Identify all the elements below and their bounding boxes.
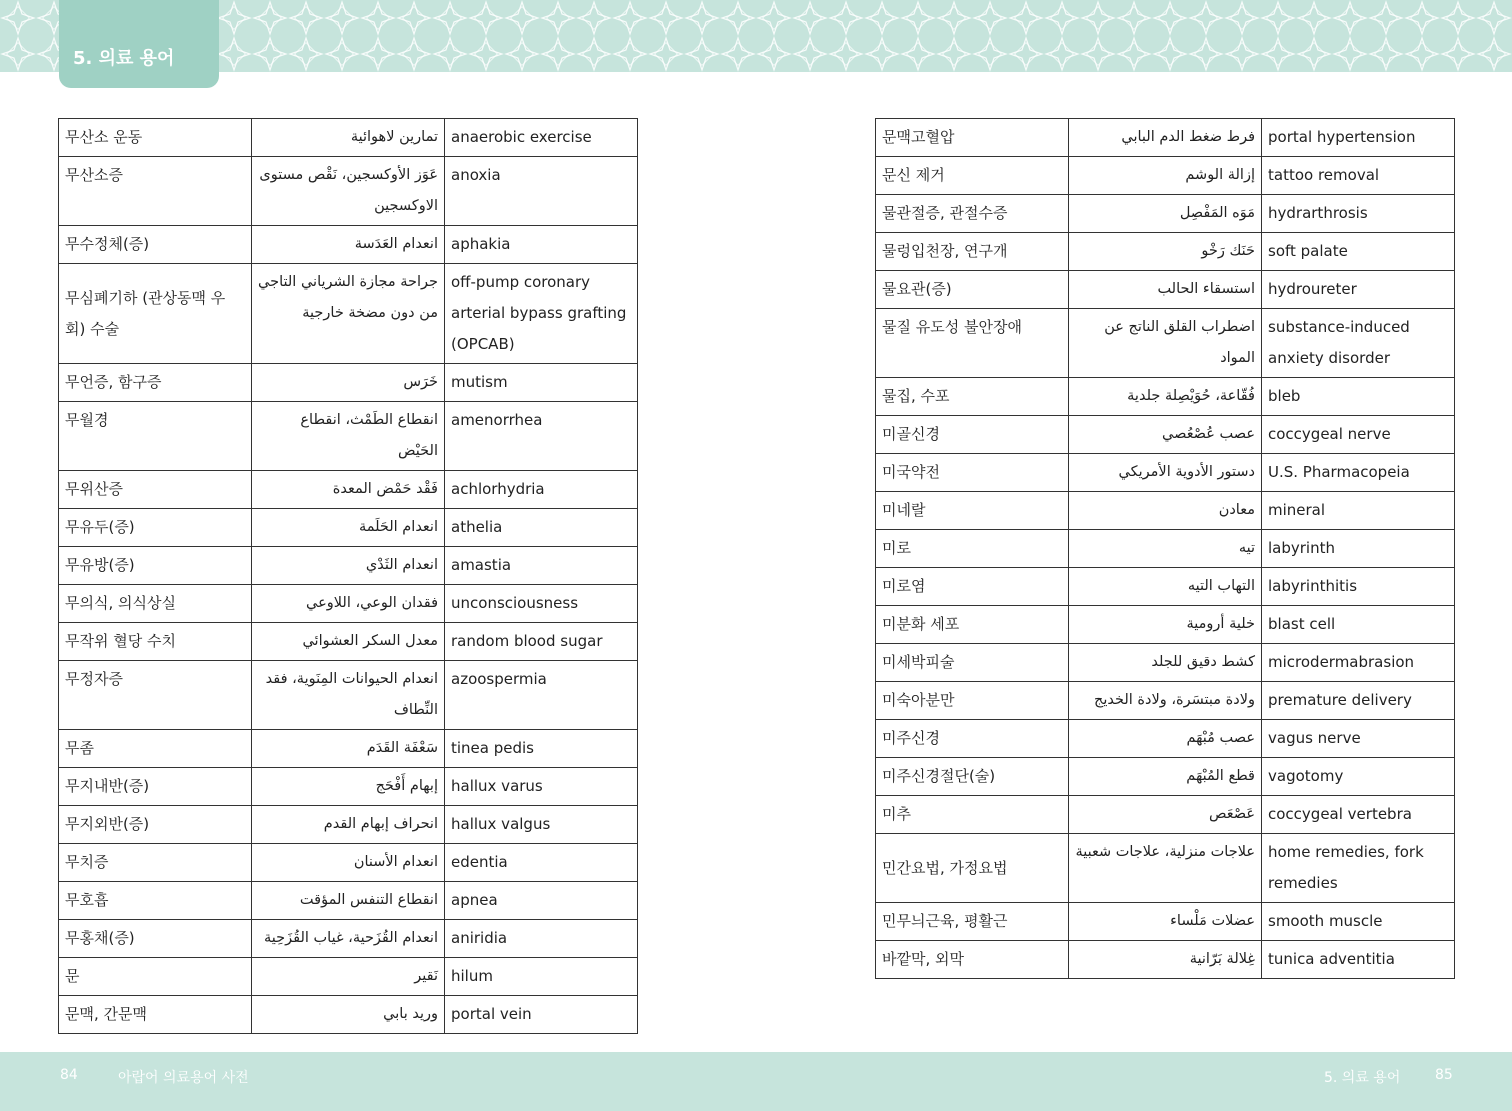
english-term-cell: athelia [445,509,638,547]
table-row [59,844,638,882]
english-term-cell: azoospermia [445,661,638,730]
table-row [876,682,1455,720]
korean-term-cell: 미추 [876,796,1069,834]
arabic-term-cell: تمارين لاهوائية [252,119,445,157]
arabic-term-cell: انعدام العَدَسة [252,226,445,264]
arabic-term-cell: ولادة مبتسَرة، ولادة الخديج [1069,682,1262,720]
table-row [59,585,638,623]
arabic-term-cell: عَوَز الأوكسجين، نَقْص مستوى الاوكسجين [252,157,445,226]
korean-term-cell: 물집, 수포 [876,378,1069,416]
korean-term-cell: 물관절증, 관절수증 [876,195,1069,233]
english-term-cell: anaerobic exercise [445,119,638,157]
table-row [876,378,1455,416]
arabic-term-cell: كشط دقيق للجلد [1069,644,1262,682]
english-term-cell: bleb [1262,378,1455,416]
arabic-term-cell: فقدان الوعي، اللاوعي [252,585,445,623]
english-term-cell: edentia [445,844,638,882]
korean-term-cell: 무지내반(증) [59,768,252,806]
table-row [876,941,1455,979]
korean-term-cell: 무유방(증) [59,547,252,585]
table-row [59,509,638,547]
korean-term-cell: 미국약전 [876,454,1069,492]
arabic-term-cell: استسقاء الحالب [1069,271,1262,309]
english-term-cell: tunica adventitia [1262,941,1455,979]
english-term-cell: coccygeal vertebra [1262,796,1455,834]
korean-term-cell: 무위산증 [59,471,252,509]
english-term-cell: hallux valgus [445,806,638,844]
english-term-cell: tinea pedis [445,730,638,768]
korean-term-cell: 무산소 운동 [59,119,252,157]
english-term-cell: anoxia [445,157,638,226]
english-term-cell: amastia [445,547,638,585]
table-row [59,958,638,996]
english-term-cell: hydroureter [1262,271,1455,309]
arabic-term-cell: فَقْد حَمْض المعدة [252,471,445,509]
arabic-term-cell: غِلالة بَرّانية [1069,941,1262,979]
table-row [876,233,1455,271]
korean-term-cell: 민간요법, 가정요법 [876,834,1069,903]
english-term-cell: random blood sugar [445,623,638,661]
english-term-cell: substance-induced anxiety disorder [1262,309,1455,378]
korean-term-cell: 문맥고혈압 [876,119,1069,157]
table-row [876,720,1455,758]
english-term-cell: aphakia [445,226,638,264]
english-term-cell: microdermabrasion [1262,644,1455,682]
english-term-cell: blast cell [1262,606,1455,644]
arabic-term-cell: انقطاع الطَمْث، انقطاع الحَيْض [252,402,445,471]
english-term-cell: premature delivery [1262,682,1455,720]
arabic-term-cell: قطع المُبْهَم [1069,758,1262,796]
english-term-cell: hydrarthrosis [1262,195,1455,233]
korean-term-cell: 문 [59,958,252,996]
arabic-term-cell: جراحة مجازة الشرياني التاجي من دون مضخة خارجية [252,264,445,364]
table-row [876,758,1455,796]
korean-term-cell: 무정자증 [59,661,252,730]
english-term-cell: mutism [445,364,638,402]
korean-term-cell: 물질 유도성 불안장애 [876,309,1069,378]
korean-term-cell: 미골신경 [876,416,1069,454]
table-row [876,454,1455,492]
table-row [876,157,1455,195]
korean-term-cell: 무의식, 의식상실 [59,585,252,623]
right-page-number: 85 [1435,1067,1453,1083]
arabic-term-cell: عصب مُبْهَم [1069,720,1262,758]
english-term-cell: labyrinth [1262,530,1455,568]
arabic-term-cell: معادن [1069,492,1262,530]
korean-term-cell: 미네랄 [876,492,1069,530]
english-term-cell: apnea [445,882,638,920]
arabic-term-cell: وريد بابي [252,996,445,1034]
english-term-cell: off-pump coronary arterial bypass grafting (OPCAB) [445,264,638,364]
english-term-cell: portal hypertension [1262,119,1455,157]
arabic-term-cell: مَوَه المَفْصِل [1069,195,1262,233]
arabic-term-cell: انحراف إبهام القدم [252,806,445,844]
korean-term-cell: 민무늬근육, 평활근 [876,903,1069,941]
table-row [876,309,1455,378]
english-term-cell: unconsciousness [445,585,638,623]
korean-term-cell: 물요관(증) [876,271,1069,309]
english-term-cell: home remedies, fork remedies [1262,834,1455,903]
english-term-cell: soft palate [1262,233,1455,271]
table-row [59,661,638,730]
table-row [59,996,638,1034]
arabic-term-cell: انعدام الحيوانات المِنَوية، فقد النِّطاف [252,661,445,730]
table-row [876,416,1455,454]
korean-term-cell: 미로 [876,530,1069,568]
korean-term-cell: 미주신경 [876,720,1069,758]
arabic-term-cell: سَعْفَة القَدَم [252,730,445,768]
arabic-term-cell: معدل السكر العشوائي [252,623,445,661]
arabic-term-cell: إبهام أَفْحَج [252,768,445,806]
arabic-term-cell: انقطاع التنفس المؤقت [252,882,445,920]
korean-term-cell: 문신 제거 [876,157,1069,195]
arabic-term-cell: تيه [1069,530,1262,568]
arabic-term-cell: علاجات منزلية، علاجات شعبية [1069,834,1262,903]
table-row [59,806,638,844]
english-term-cell: smooth muscle [1262,903,1455,941]
book-title: 아랍어 의료용어 사전 [118,1070,249,1086]
table-row [59,157,638,226]
chapter-title: 5. 의료 용어 [73,48,175,69]
arabic-term-cell: انعدام القُزَحية، غياب القُزَحِية [252,920,445,958]
table-row [59,119,638,157]
left-page-number: 84 [60,1067,78,1083]
arabic-term-cell: فرط ضغط الدم البابي [1069,119,1262,157]
table-row [876,568,1455,606]
english-term-cell: hilum [445,958,638,996]
arabic-term-cell: عَصْعَص [1069,796,1262,834]
table-row [876,271,1455,309]
korean-term-cell: 미분화 세포 [876,606,1069,644]
table-row [59,547,638,585]
table-row [876,530,1455,568]
english-term-cell: vagus nerve [1262,720,1455,758]
table-row [59,471,638,509]
geometric-pattern [0,0,1512,72]
arabic-term-cell: حَنَك رَخْو [1069,233,1262,271]
english-term-cell: labyrinthitis [1262,568,1455,606]
arabic-term-cell: خَرَس [252,364,445,402]
table-row [59,920,638,958]
table-row [59,226,638,264]
arabic-term-cell: انعدام الحَلَمة [252,509,445,547]
korean-term-cell: 무유두(증) [59,509,252,547]
korean-term-cell: 무수정체(증) [59,226,252,264]
table-row [876,644,1455,682]
korean-term-cell: 무언증, 함구증 [59,364,252,402]
table-row [876,492,1455,530]
arabic-term-cell: انعدام الثَدْي [252,547,445,585]
footer-chapter-label: 5. 의료 용어 [1324,1070,1401,1086]
glossary-table-left [58,118,638,1034]
table-row [59,264,638,364]
korean-term-cell: 미주신경절단(술) [876,758,1069,796]
korean-term-cell: 문맥, 간문맥 [59,996,252,1034]
chapter-tab [59,0,219,88]
arabic-term-cell: عضلات مَلْساء [1069,903,1262,941]
arabic-term-cell: التهاب التيه [1069,568,1262,606]
korean-term-cell: 바깥막, 외막 [876,941,1069,979]
korean-term-cell: 미세박피술 [876,644,1069,682]
table-row [59,730,638,768]
english-term-cell: tattoo removal [1262,157,1455,195]
arabic-term-cell: خلية أرومية [1069,606,1262,644]
english-term-cell: coccygeal nerve [1262,416,1455,454]
table-row [59,364,638,402]
korean-term-cell: 미숙아분만 [876,682,1069,720]
korean-term-cell: 무심폐기하 (관상동맥 우회) 수술 [59,264,252,364]
korean-term-cell: 무월경 [59,402,252,471]
korean-term-cell: 무치증 [59,844,252,882]
arabic-term-cell: نَقير [252,958,445,996]
english-term-cell: amenorrhea [445,402,638,471]
arabic-term-cell: دستور الأدوية الأمريكي [1069,454,1262,492]
table-row [876,119,1455,157]
english-term-cell: hallux varus [445,768,638,806]
korean-term-cell: 무작위 혈당 수치 [59,623,252,661]
table-row [59,768,638,806]
arabic-term-cell: إزالة الوشم [1069,157,1262,195]
arabic-term-cell: عصب عُصْعُصي [1069,416,1262,454]
english-term-cell: aniridia [445,920,638,958]
glossary-table-right [875,118,1455,979]
english-term-cell: mineral [1262,492,1455,530]
korean-term-cell: 미로염 [876,568,1069,606]
arabic-term-cell: فُقّاعة، حُوَيْصِلة جلدية [1069,378,1262,416]
english-term-cell: portal vein [445,996,638,1034]
english-term-cell: vagotomy [1262,758,1455,796]
table-row [876,195,1455,233]
table-row [59,623,638,661]
table-row [876,834,1455,903]
table-row [59,402,638,471]
korean-term-cell: 무호흡 [59,882,252,920]
table-row [59,882,638,920]
korean-term-cell: 무홍채(증) [59,920,252,958]
korean-term-cell: 무산소증 [59,157,252,226]
table-row [876,903,1455,941]
english-term-cell: U.S. Pharmacopeia [1262,454,1455,492]
korean-term-cell: 물렁입천장, 연구개 [876,233,1069,271]
table-row [876,796,1455,834]
arabic-term-cell: انعدام الأسنان [252,844,445,882]
page-footer [0,1052,1512,1111]
korean-term-cell: 무지외반(증) [59,806,252,844]
arabic-term-cell: اضطراب القلق الناتج عن المواد [1069,309,1262,378]
korean-term-cell: 무좀 [59,730,252,768]
header-pattern-band [0,0,1512,72]
english-term-cell: achlorhydria [445,471,638,509]
table-row [876,606,1455,644]
